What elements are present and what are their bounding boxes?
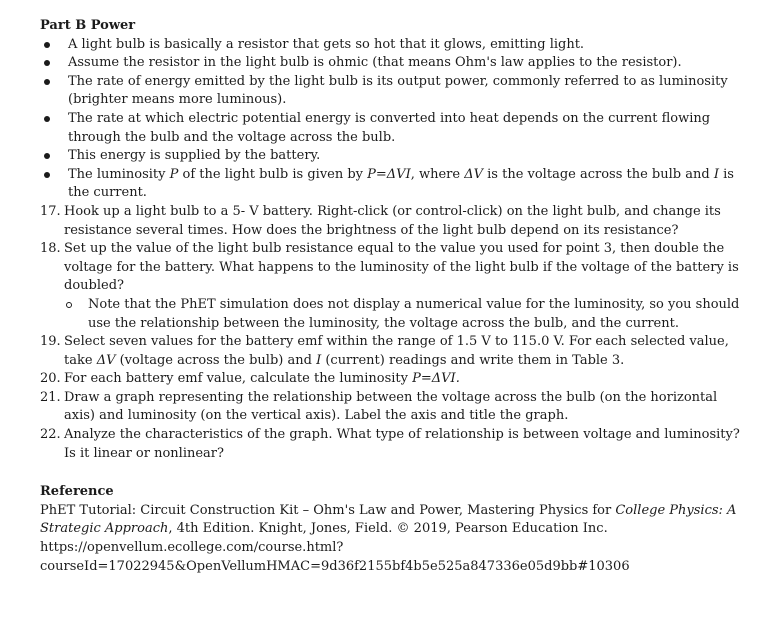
document-body xyxy=(40,17,740,576)
question-19: 19. Select seven values for the battery emf within the range of 1.5 V to 115.0 V. For each selected value, take ΔV (voltage across the bulb) and I (current) readings and write them in Table 3. xyxy=(40,334,729,368)
question-18-note: Note that the PhET simulation does not display a numerical value for the luminosity, so you should use the relationship between the luminosity, the voltage across the bulb, and the current. xyxy=(40,296,740,333)
bullet-dot xyxy=(44,116,50,122)
power-formula: P=ΔVI xyxy=(367,166,411,182)
bullet-dot xyxy=(44,172,50,178)
list-item: The rate of energy emitted by the light bulb is its output power, commonly referred to as luminosity (brighter means more luminous). xyxy=(40,73,740,110)
question-18: 18. Set up the value of the light bulb resistance equal to the value you used for point 3, then double the voltage for the battery. What happens to the luminosity of the light bulb if the voltage of the battery is doubled? xyxy=(40,241,739,294)
sub-bullet-circle xyxy=(66,302,72,308)
reference-citation: PhET Tutorial: Circuit Construction Kit – Ohm's Law and Power, Mastering Physics for College Physics: A Strategic Approach, 4th Edition. Knight, Jones, Field. © 2019, Pearson Education Inc. xyxy=(40,502,737,537)
bullet-dot xyxy=(44,153,50,159)
list-item: Assume the resistor in the light bulb is ohmic (that means Ohm's law applies to the resistor). xyxy=(40,54,740,73)
list-item: The rate at which electric potential energy is converted into heat depends on the current flowing through the bulb and the voltage across the bulb. xyxy=(40,110,740,147)
list-item: A light bulb is basically a resistor that gets so hot that it glows, emitting light. xyxy=(40,36,740,55)
bullet-dot xyxy=(44,79,50,85)
question-17: 17. Hook up a light bulb to a 5- V battery. Right-click (or control-click) on the light bulb, and change its resistance several times. How does the brightness of the light bulb depend on its resistance? xyxy=(40,203,721,238)
reference-heading: Reference xyxy=(40,484,114,500)
reference-url: https://openvellum.ecollege.com/course.html? xyxy=(40,540,344,556)
question-22: 22. Analyze the characteristics of the graph. What type of relationship is between voltage and luminosity? Is it linear or nonlinear? xyxy=(40,427,740,461)
list-item: This energy is supplied by the battery. xyxy=(40,147,740,166)
bullet-list xyxy=(40,36,740,203)
list-item: The luminosity P of the light bulb is given by P=ΔVI, where ΔV is the voltage across the bulb and I is the current. xyxy=(40,166,740,203)
reference-url-params: courseId=17022945&OpenVellumHMAC=9d36f2155bf4b5e525a847336e05d9bb#10306 xyxy=(40,558,630,574)
part-b-heading: Part B Power xyxy=(40,18,136,33)
question-21: 21. Draw a graph representing the relationship between the voltage across the bulb (on the horizontal axis) and luminosity (on the vertical axis). Label the axis and title the graph. xyxy=(40,389,718,424)
book-title: College Physics: A Strategic Approach xyxy=(40,502,737,537)
bullet-dot xyxy=(44,42,50,48)
bullet-dot xyxy=(44,60,50,66)
question-20: 20. For each battery emf value, calculate the luminosity P=ΔVI. xyxy=(40,371,460,387)
